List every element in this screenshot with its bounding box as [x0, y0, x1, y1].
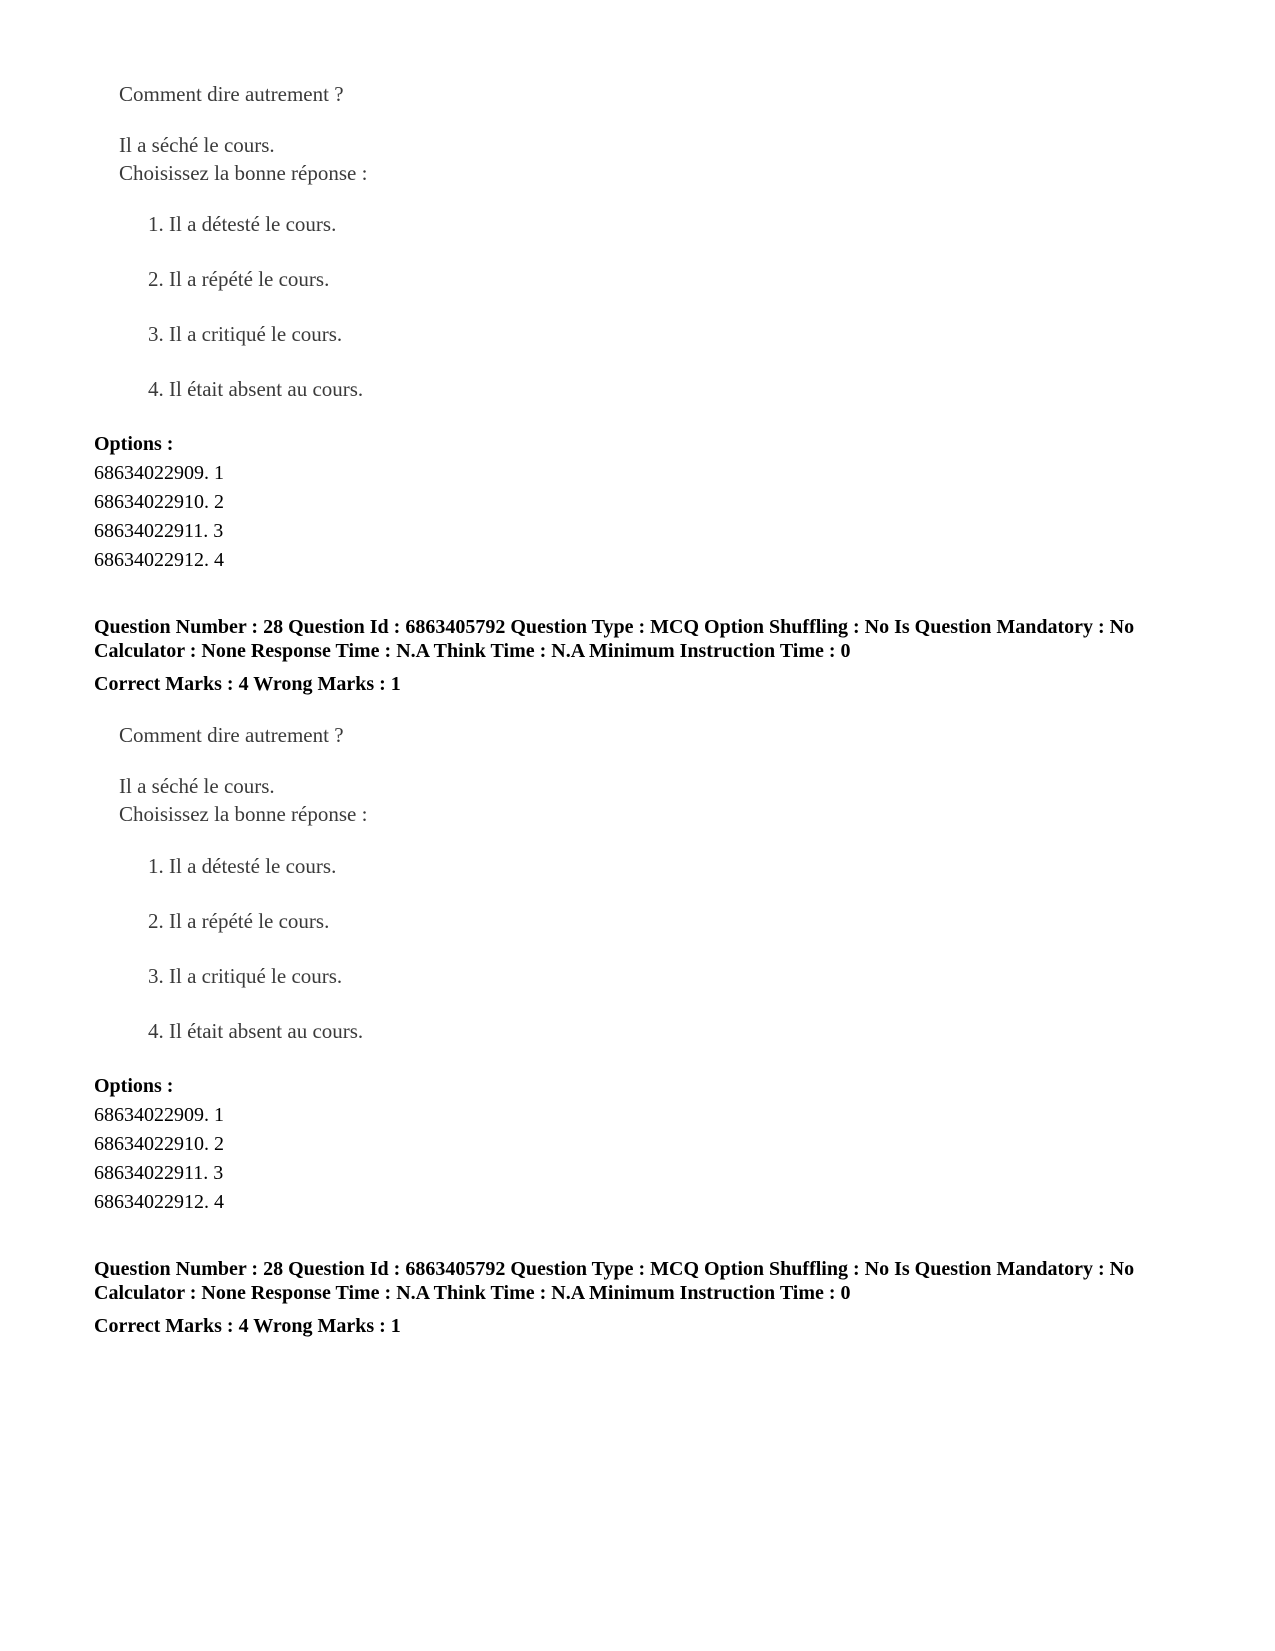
option-line: 68634022911. 3: [94, 520, 224, 542]
options-heading: Options :: [94, 433, 174, 455]
choice-item: 4. Il était absent au cours.: [148, 1019, 364, 1043]
options-heading: Options :: [94, 1075, 174, 1097]
option-line: 68634022910. 2: [94, 491, 224, 513]
marks-line: Correct Marks : 4 Wrong Marks : 1: [94, 1315, 401, 1337]
question-prompt: Comment dire autrement ?: [119, 723, 344, 747]
choice-item: 3. Il a critiqué le cours.: [148, 964, 343, 988]
choice-item: 2. Il a répété le cours.: [148, 909, 330, 933]
option-line: 68634022910. 2: [94, 1133, 224, 1155]
option-line: 68634022912. 4: [94, 1191, 224, 1213]
question-sentence: Il a séché le cours.: [119, 133, 275, 157]
choice-item: 2. Il a répété le cours.: [148, 267, 330, 291]
option-line: 68634022911. 3: [94, 1162, 224, 1184]
question-prompt: Comment dire autrement ?: [119, 82, 344, 106]
question-meta: Question Number : 28 Question Id : 6863405792 Question Type : MCQ Option Shuffling : No Is Question Mandatory : No Calculator : None Response Time : N.A Think Time : N.A Minimum Instruction Time : 0: [94, 1258, 1135, 1304]
choice-item: 1. Il a détesté le cours.: [148, 854, 337, 878]
option-line: 68634022909. 1: [94, 462, 224, 484]
option-line: 68634022912. 4: [94, 549, 224, 571]
choice-item: 1. Il a détesté le cours.: [148, 212, 337, 236]
marks-line: Correct Marks : 4 Wrong Marks : 1: [94, 673, 401, 695]
choice-item: 4. Il était absent au cours.: [148, 377, 364, 401]
question-instruction: Choisissez la bonne réponse :: [119, 802, 368, 826]
question-meta: Question Number : 28 Question Id : 6863405792 Question Type : MCQ Option Shuffling : No Is Question Mandatory : No Calculator : None Response Time : N.A Think Time : N.A Minimum Instruction Time : 0: [94, 616, 1135, 662]
choice-item: 3. Il a critiqué le cours.: [148, 322, 343, 346]
question-sentence: Il a séché le cours.: [119, 774, 275, 798]
question-instruction: Choisissez la bonne réponse :: [119, 161, 368, 185]
option-line: 68634022909. 1: [94, 1104, 224, 1126]
